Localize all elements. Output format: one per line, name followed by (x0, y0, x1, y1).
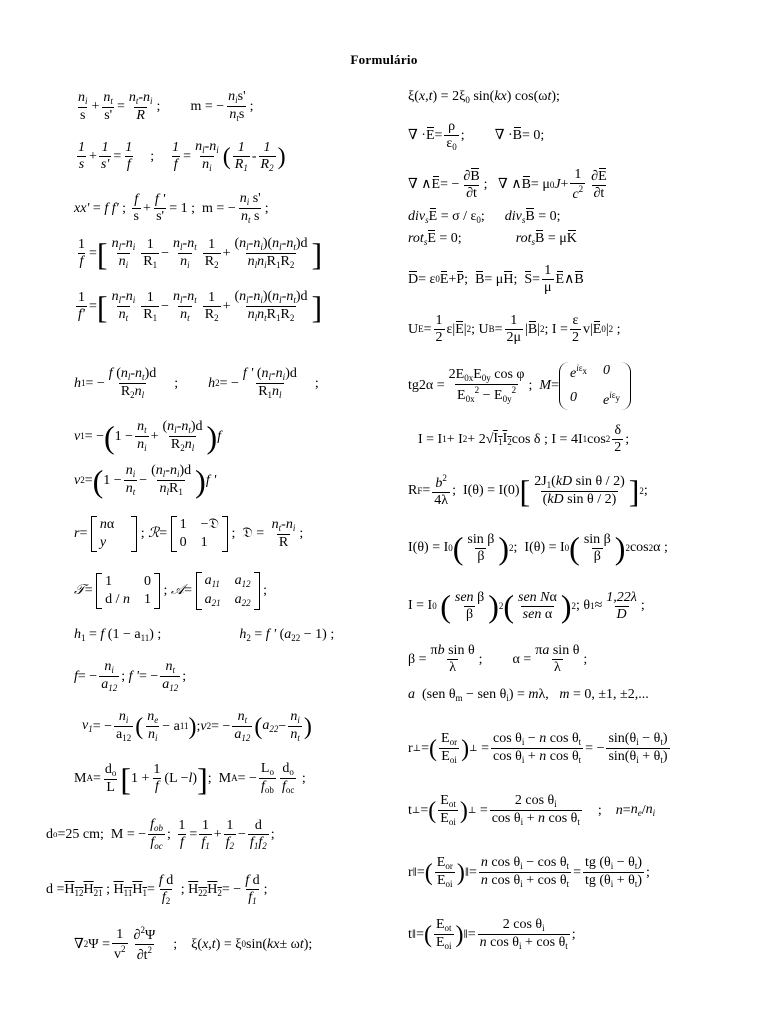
formula-v2: v 2 = ( 1 − $\frac{n_i}{n_t}$ − $\frac{(n_l-n_i)d}{n_lR_1}$ ) f ' (74, 462, 217, 499)
formula-energy-density: U E = $\frac{1}{2}$ ε| E | 2 ; U B = $\frac{1}{2\mu}$ | B | 2 ; I = $\frac{\varepsilon}{2}$ v| E 0 | 2 ; (408, 313, 621, 345)
formula-surface-div: $div_sE = \sigma / \varepsilon_0$; div$_s$B = 0; (408, 209, 561, 225)
formula-v1: v 1 = − ( 1 − $\frac{n_t}{n_i}$ + $\frac{(n_l-n_t)d}{R_2n_l}$ ) f (74, 418, 222, 455)
formula-gauss: ∇ · E = $\frac{\rho}{\varepsilon_0}$ ; ∇ · B = 0; (408, 119, 545, 152)
formula-single-slit: I(θ) = I 0 ( $\frac{\text{sin β}}{\beta}$ ) 2 ; I(θ) = I 0 ( $\frac{\text{sin β}}{\beta}$ ) 2 cos 2 α ; (408, 530, 668, 566)
formula-curl: ∇ ∧ E = − $\frac{\partial B}{\partial t}$ ; ∇ ∧ B = μ 0 J + $\frac{1}{c^2}$ $\frac{\partial E}{\partial t}$ (408, 167, 607, 202)
formula-thin-lens: $\frac{1}{s}$ + $\frac{1}{s'}$ = $\frac{1}{f}$ ; $\frac{1}{f}$ = $\frac{n_l-n_i}{n_i}$ ( $\frac{1}{R_1}$ - $\frac{1}{R_2}$ ) (78, 139, 286, 173)
formula-surface-rot: rot$_s$E = 0; rot$_s$B = μK (408, 231, 577, 247)
formula-grating: I = I 0 ( $\frac{\text{sen β}}{\beta}$ ) 2 ( $\frac{\text{sen Nα}}{\text{sen α}}$ ) 2 ; θ 1 ≈ $\frac{1,22\lambda}{D}$ ; (408, 588, 645, 624)
formula-fresnel-t-perp: t ⊥ = ( $\frac{E_{ot}}{E_{oi}}$ ) ⊥ = $\frac{2 \cos \theta_i}{\cos \theta_i + n \cos \theta_t}$ ; n = $n_e$ / $n_i$ (408, 793, 656, 827)
formula-airy: R F = $\frac{b^2}{4\lambda}$ ; I(θ) = I(0) [ $\frac{2J_1(kD \sin \theta / 2)}{\text{(kD sin θ / 2)}}$ ] 2 ; (408, 473, 648, 509)
formula-fresnel-r-perp: r ⊥ = ( $\frac{E_{or}}{E_{oi}}$ ) ⊥ = $\frac{\cos \theta_i - n \cos \theta_t}{\cos \theta_i + n \cos \theta_t}$ = − $\frac{\sin(\theta_i - \theta_t)}{\sin(\theta_i + \theta_t)}$ (408, 731, 668, 765)
formula-refraction-surface: $\frac{n_i}{s}$ + $\frac{n_t}{s'}$ = $\frac{n_t-n_i}{R}$ ; m = − $\frac{n_is'}{n_ts}$ ; (78, 89, 254, 123)
formula-principal-distances: d = $H_{12}H_{21}$ ; $H_{11}H_1$ = $\frac{\text{f d}}{f_2}$ ; $H_{22}H_2$ = − $\frac{\text{f d}}{f_1}$ ; (46, 873, 268, 906)
formula-ray-matrices: r = nα y ; ℛ = 1 −𝔇 0 1 ; 𝔇 = $\frac{n_t-n_i}{R}$ ; (74, 517, 304, 550)
formula-standing-wave: $\xi(x,t) = 2\xi_0$ sin(kx) cos(ωt); (408, 89, 560, 105)
formula-v-from-a: $v_1$ = − $\frac{n_i}{a_{12}}$ ( $\frac{n_e}{n_i}$ − a 11 ) ; v 2 = − $\frac{n_t}{a_{12}}$ ( $a_{22}$ − $\frac{n_i}{n_t}$ ) (82, 709, 312, 743)
page-title: Formulário (350, 52, 418, 67)
formula-magnification: M A = $\frac{d_o}{L}$ [ 1 + $\frac{1}{f}$ (L − l ) ] ; M A = − $\frac{L_o}{f_{ob}}$ $\frac{d_o}{f_{oc}}$ ; (74, 760, 306, 797)
formula-wave-equation: ∇ 2 Ψ = $\frac{1}{v^2}$ $\frac{\partial^2\Psi}{\partial t^2}$ ; ξ( x , t ) = ξ 0 sin( kx ± ω t ); (74, 925, 313, 963)
formula-h-from-a: $h_1 = f$ $(1 - a_{11})$ ; $h_2 = f$ ' $(a_{22} - 1)$ ; (74, 627, 335, 643)
formula-polarization: tg2α = $\frac{2E_{0x}E_{0y} \cos \varphi}{E_{0x}^2 - E_{0y}^2}$ ; M = $e^{i\varepsilon x}$ 0 0 $e^{i\varepsilon y}$ (408, 362, 631, 410)
formula-fresnel-t-parallel: t ∥ = ( $\frac{E_{ot}}{E_{oi}}$ ) ∥ = $\frac{2 \cos \theta_i}{n \cos \theta_i + \cos \theta_t}$ ; (408, 917, 576, 951)
formula-thick-lens-fprime: $\frac{1}{f'}$ = [ $\frac{n_l-n_i}{n_t}$ $\frac{1}{R_1}$ − $\frac{n_l-n_t}{n_t}$ $\frac{1}{R_2}$ + $\frac{(n_l-n_i)(n_l-n_t)d}{n_ln_tR_1R_2}$ ] (78, 288, 323, 325)
formula-principal-planes-h: h 1 = − $\frac{f (n_l-n_t)d}{R_2n_l}$ ; h 2 = − $\frac{f ' (n_l-n_i)d}{R_1n_l}$ ; (74, 366, 319, 400)
formula-f-from-a: f = − $\frac{n_i}{a_{12}}$ ; f ' = − $\frac{n_t}{a_{12}}$ ; (74, 659, 187, 693)
formula-transfer-matrices: 𝒯 = 1 0 d / n 1 ; 𝒜 = $a_{11}$ $a_{12}$ $a_{21}$ $a_{22}$ ; (74, 573, 267, 608)
formula-beta-alpha: β = $\frac{\text{πb sin θ}}{\lambda}$ ; α = $\frac{\text{πa sin θ}}{\lambda}$ ; (408, 643, 588, 675)
formula-thick-lens-f: $\frac{1}{f}$ = [ $\frac{n_l-n_i}{n_i}$ $\frac{1}{R_1}$ − $\frac{n_l-n_t}{n_i}$ $\frac{1}{R_2}$ + $\frac{(n_l-n_i)(n_l-n_t)d}{n_ln_iR_1R_2}$ ] (78, 235, 323, 272)
formula-constitutive: D = ε 0 E + P ; B = μ H ; S = $\frac{1}{\mu}$ E ∧ B (408, 263, 584, 295)
formula-interference: I = I 1 + I 2 + 2√ $I_1I_2$ cos δ ; I = 4I 1 cos 2 $\frac{\delta}{2}$ ; (418, 423, 630, 455)
formula-telescope: d o =25 cm; M = − $\frac{f_{ob}}{f_{oc}}$ ; $\frac{1}{f}$ = $\frac{1}{f_1}$ + $\frac{1}{f_2}$ − $\frac{d}{f_1f_2}$ ; (46, 817, 275, 851)
formula-fresnel-r-parallel: r ∥ = ( $\frac{E_{or}}{E_{oi}}$ ) ∥ = $\frac{n \cos \theta_i - \cos \theta_t}{n \cos \theta_i + \cos \theta_t}$ = $\frac{tg (\theta_i - \theta_t)}{tg (\theta_i + \theta_t)}$ ; (408, 855, 650, 889)
formula-newton: xx' = f f' ; $\frac{f}{s}$ + $\frac{f '}{s'}$ = 1 ; m = − $\frac{n_i s'}{n_t s}$ ; (74, 191, 269, 225)
formula-grating-equation: a (sen $\theta_m$ − sen $\theta_i) = m\lambda$, m = 0, ±1, ±2,... (408, 687, 649, 703)
